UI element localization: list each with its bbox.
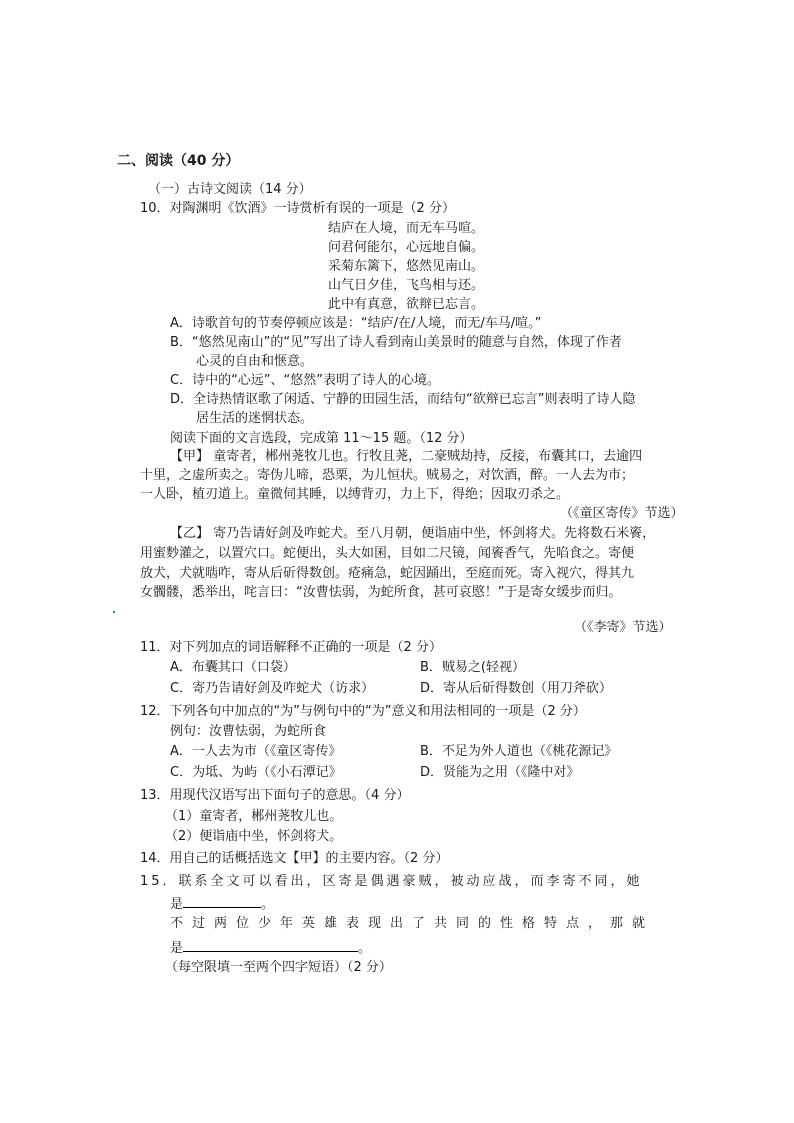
answer-blank-1[interactable]	[183, 893, 261, 908]
subsection-title: （一）古诗文阅读（14 分）	[148, 182, 312, 197]
q11-stem: 11．对下列加点的词语解释不正确的一项是（2 分）	[140, 640, 442, 655]
q10-option-c: C．诗中的“心远”、“悠然”表明了诗人的心境。	[170, 373, 441, 388]
q10-option-d-cont: 居生活的迷惘状态。	[196, 411, 314, 426]
passage-yi-line: 用蜜麨灌之，以置穴口。蛇便出，头大如囷，目如二尺镜，闻餈香气，先啗食之。寄便	[140, 546, 635, 561]
q10-option-b-cont: 心灵的自由和惬意。	[196, 354, 314, 369]
poem-line: 山气日夕佳，飞鸟相与还。	[328, 278, 485, 293]
passage-intro: 阅读下面的文言选段，完成第 11～15 题。（12 分）	[170, 431, 473, 446]
q15-text-4b: 。	[358, 941, 372, 956]
q13-stem: 13．用现代汉语写出下面句子的意思。（4 分）	[140, 788, 410, 803]
answer-blank-2[interactable]	[183, 937, 358, 952]
q11-option-a: A．布囊其口（口袋）	[170, 660, 296, 675]
section-title: 二、阅读（40 分）	[117, 153, 240, 169]
q12-stem: 12．下列各句中加点的“为”与例句中的“为”意义和用法相同的一项是（2 分）	[140, 704, 586, 719]
q14-stem: 14．用自己的话概括选文【甲】的主要内容。（2 分）	[140, 851, 449, 866]
passage-yi-line: 女髑髅，悉举出，咤言曰：“汝曹怯弱，为蛇所食，甚可哀愍！”于是寄女缓步而归。	[140, 585, 622, 600]
q15-line-4	[170, 937, 371, 958]
passage-jia-line: 【甲】 童寄者，郴州荛牧儿也。行牧且荛，二豪贼劫持，反接，布囊其口，去逾四	[170, 449, 643, 464]
passage-yi-line: 放犬，犬就啮咋，寄从后斫得数创。疮痛急，蛇因踊出，至庭而死。寄入视穴，得其九	[140, 566, 635, 581]
q12-option-c: C．为坻、为屿（《小石潭记》	[170, 765, 342, 780]
q15-text-2: 是	[170, 897, 184, 912]
q10-option-b: B．“悠然见南山”的“见”写出了诗人看到南山美景时的随意与自然，体现了作者	[170, 335, 622, 350]
q12-option-d: D．贤能为之用（《隆中对》	[420, 765, 580, 780]
stray-dot	[113, 611, 115, 613]
q12-example: 例句：汝曹怯弱，为蛇所食	[170, 724, 327, 739]
q15-note: （每空限填一至两个四字短语）（2 分）	[165, 960, 392, 975]
q11-option-b: B．贼易之(轻视）	[420, 660, 525, 675]
q15-text-1: 15．联系全文可以看出，区寄是偶遇豪贼，被动应战，而李寄不同，她	[140, 874, 643, 889]
q12-option-a: A．一人去为市（《童区寄传》	[170, 744, 342, 759]
poem-line: 采菊东篱下，悠然见南山。	[328, 259, 485, 274]
q11-option-d: D．寄从后斫得数创（用刀斧砍）	[420, 681, 613, 696]
passage-jia-line: 一人卧，植刃道上。童微伺其睡，以缚背刃，力上下，得绝；因取刃杀之。	[140, 487, 570, 502]
passage-yi-source: （《李寄》节选）	[574, 620, 672, 635]
passage-jia-line: 十里，之虚所卖之。寄伪儿啼，恐栗，为儿恒状。贼易之，对饮酒，醉。一人去为市；	[140, 468, 635, 483]
poem-line: 此中有真意，欲辩已忘言。	[328, 297, 485, 312]
q10-stem: 10．对陶渊明《饮酒》一诗赏析有误的一项是（2 分）	[140, 201, 455, 216]
q13-sentence-1: （1）童寄者，郴州荛牧儿也。	[165, 809, 343, 824]
poem-line: 结庐在人境，而无车马喧。	[328, 221, 485, 236]
passage-jia-source: （《童区寄传》节选）	[560, 506, 684, 521]
q15-line-1	[140, 873, 680, 891]
poem-line: 问君何能尔，心远地自偏。	[328, 240, 485, 255]
passage-yi-line: 【乙】 寄乃告请好剑及咋蛇犬。至八月朝，便诣庙中坐，怀剑将犬。先将数石米餈，	[170, 526, 656, 541]
q10-option-a: A．诗歌首句的节奏停顿应该是：“结庐/在/人境，而无/车马/喧。”	[170, 316, 542, 331]
q12-option-b: B．不足为外人道也（《桃花源记》	[420, 744, 618, 759]
q15-text-4: 是	[170, 941, 184, 956]
q10-option-d: D．全诗热情讴歌了闲适、宁静的田园生活，而结句“欲辩已忘言”则表明了诗人隐	[170, 392, 636, 407]
q13-sentence-2: （2）便诣庙中坐，怀剑将犬。	[165, 829, 343, 844]
q11-option-c: C．寄乃告请好剑及咋蛇犬（访求）	[170, 681, 375, 696]
q15-text-2b: 。	[261, 897, 275, 912]
q15-line-2	[170, 893, 274, 914]
q15-line-3: 不过两位少年英雄表现出了共同的性格特点，那就	[170, 916, 655, 931]
